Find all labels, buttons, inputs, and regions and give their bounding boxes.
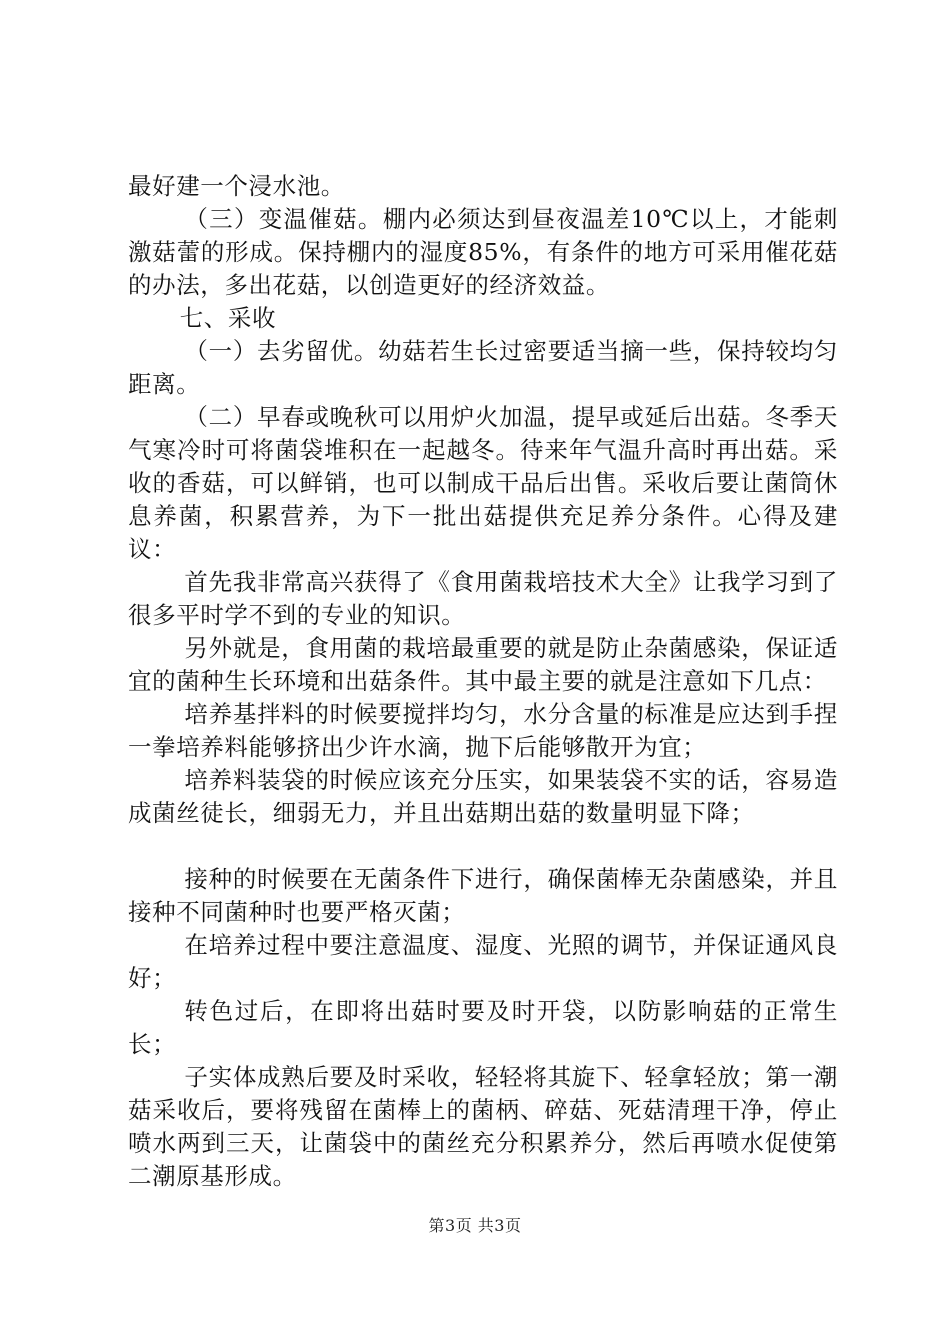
paragraph-cultivation-conditions: 在培养过程中要注意温度、湿度、光照的调节，并保证通风良好； — [128, 931, 838, 992]
document-body — [128, 170, 838, 1193]
paragraph-bagging: 培养料装袋的时候应该充分压实，如果装袋不实的话，容易造成菌丝徒长，细弱无力，并且出菇期出菇的数量明显下降； — [128, 766, 838, 827]
paragraph-contamination: 另外就是，食用菌的栽培最重要的就是防止杂菌感染，保证适宜的菌种生长环境和出菇条件。其中最主要的就是注意如下几点： — [128, 634, 838, 695]
section-heading-harvest: 七、采收 — [179, 304, 277, 332]
paragraph-thinning: （一）去劣留优。幼菇若生长过密要适当摘一些，保持较均匀距离。 — [128, 337, 838, 398]
paragraph-fruiting-harvest: 子实体成熟后要及时采收，轻轻将其旋下、轻拿轻放；第一潮菇采收后，要将残留在菌棒上的菌柄、碎菇、死菇清理干净，停止喷水两到三天，让菌袋中的菌丝充分积累养分，然后再喷水促使第二潮原基形成。 — [128, 1063, 838, 1190]
paragraph-mixing: 培养基拌料的时候要搅拌均匀，水分含量的标准是应达到手捏一拳培养料能够挤出少许水滴，抛下后能够散开为宜； — [128, 700, 838, 761]
paragraph-continuation: 最好建一个浸水池。 — [128, 172, 345, 200]
paragraph-gratitude: 首先我非常高兴获得了《食用菌栽培技术大全》让我学习到了很多平时学不到的专业的知识。 — [128, 568, 838, 629]
paragraph-bag-opening: 转色过后，在即将出菇时要及时开袋，以防影响菇的正常生长； — [128, 997, 838, 1058]
paragraph-temperature-fruiting: （三）变温催菇。棚内必须达到昼夜温差10℃以上，才能刺激菇蕾的形成。保持棚内的湿度85%，有条件的地方可采用催花菇的办法，多出花菇，以创造更好的经济效益。 — [128, 205, 838, 299]
page-number-footer: 第3页 共3页 — [428, 1216, 522, 1235]
paragraph-inoculation: 接种的时候要在无菌条件下进行，确保菌棒无杂菌感染，并且接种不同菌种时也要严格灭菌； — [128, 865, 838, 926]
paragraph-seasonal-harvest: （二）早春或晚秋可以用炉火加温，提早或延后出菇。冬季天气寒冷时可将菌袋堆积在一起越冬。待来年气温升高时再出菇。采收的香菇，可以鲜销，也可以制成干品后出售。采收后要让菌筒休息养菌，积累营养，为下一批出菇提供充足养分条件。心得及建议： — [128, 403, 838, 563]
